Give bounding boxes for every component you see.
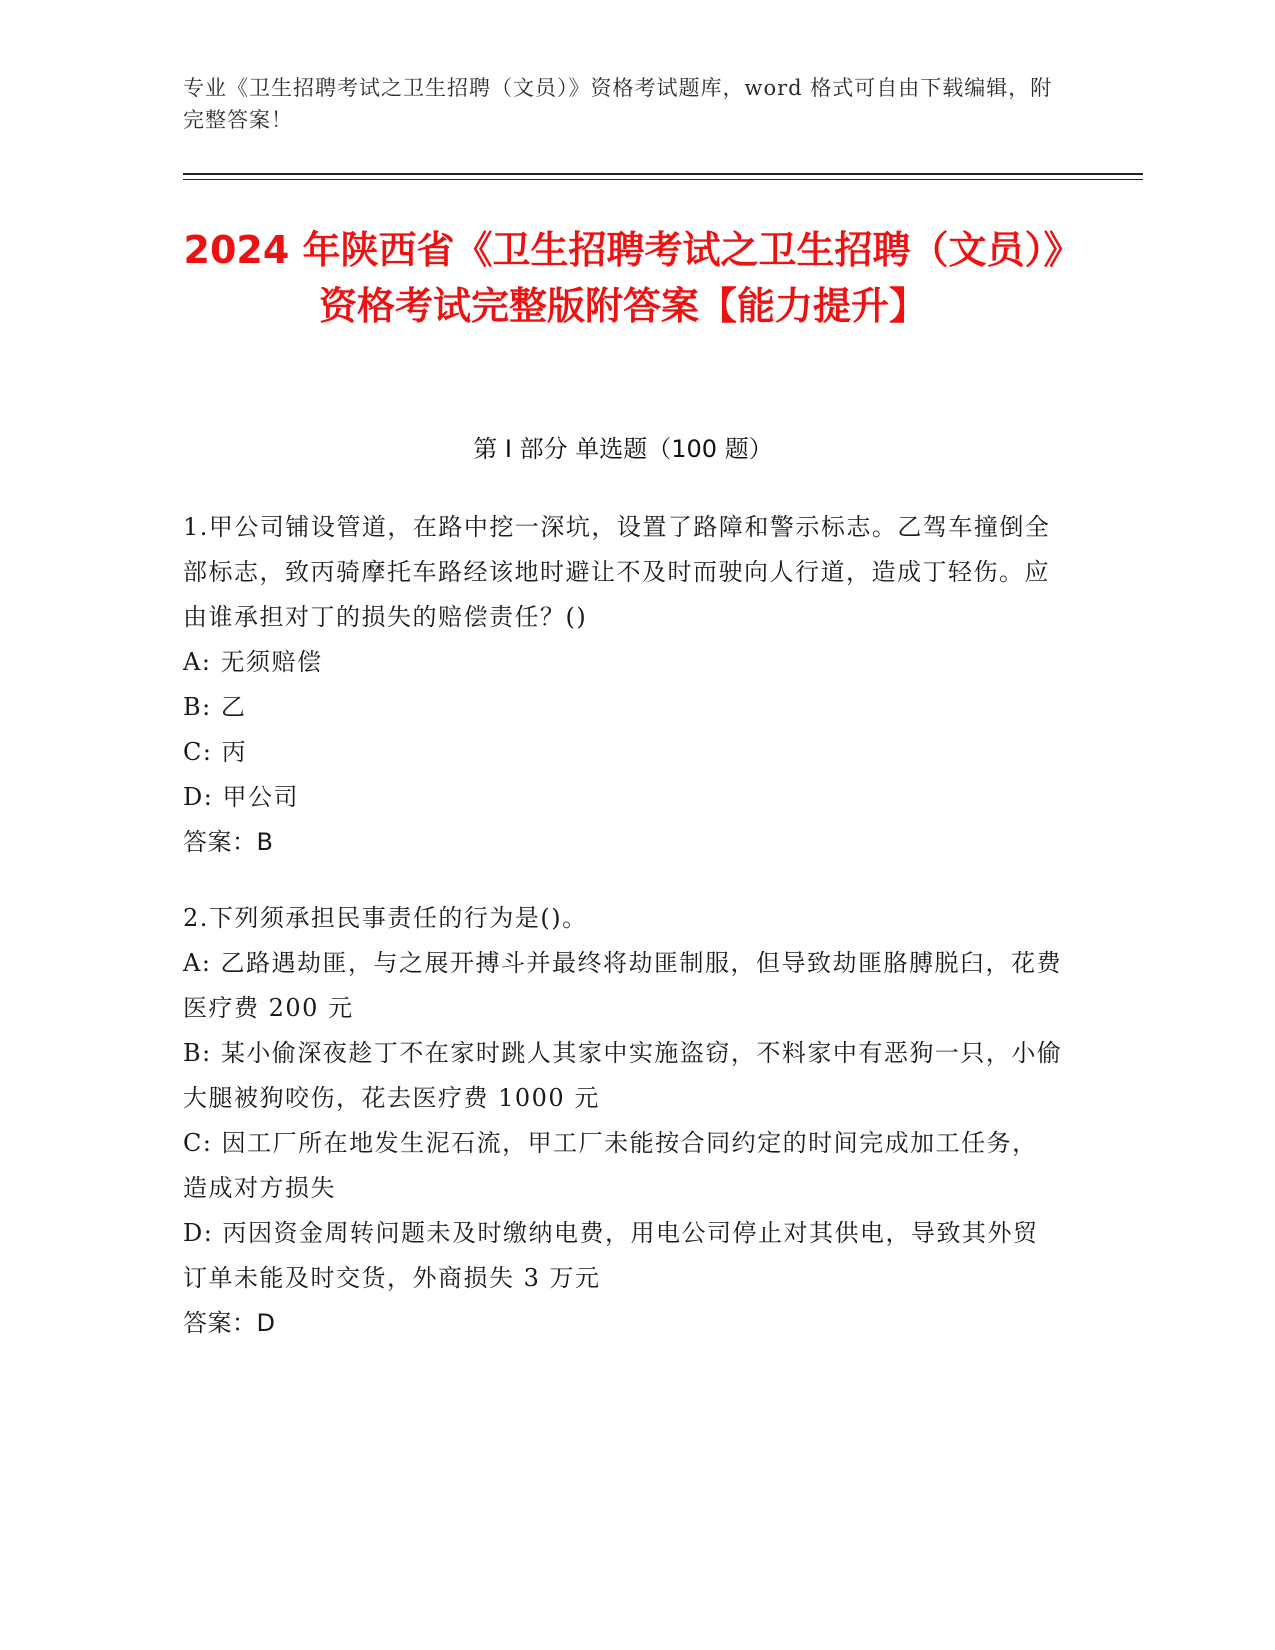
document-title: 2024 年陕西省《卫生招聘考试之卫生招聘（文员）》资格考试完整版附答案【能力提升】	[183, 228, 1063, 328]
header-note: 专业《卫生招聘考试之卫生招聘（文员）》资格考试题库，word 格式可自由下载编辑，附完整答案！	[183, 76, 1053, 132]
option-a: A: 乙路遇劫匪，与之展开搏斗并最终将劫匪制服，但导致劫匪胳膊脱臼，花费医疗费 200 元	[183, 949, 1063, 1022]
answer-line: 答案：B	[183, 828, 274, 856]
option-c: C: 因工厂所在地发生泥石流，甲工厂未能按合同约定的时间完成加工任务，造成对方损失	[183, 1129, 1038, 1202]
question-stem: 2.下列须承担民事责任的行为是()。	[183, 904, 588, 932]
option-b: B: 乙	[183, 693, 247, 721]
question-block	[183, 505, 1063, 865]
header-divider-thin	[183, 179, 1143, 180]
option-d: D: 丙因资金周转问题未及时缴纳电费，用电公司停止对其供电，导致其外贸订单未能及时交货，外商损失 3 万元	[183, 1219, 1039, 1292]
section-title: 第 I 部分 单选题（100 题）	[473, 435, 773, 463]
option-c: C: 丙	[183, 738, 248, 766]
option-d: D: 甲公司	[183, 783, 299, 811]
option-b: B: 某小偷深夜趁丁不在家时跳人其家中实施盗窃，不料家中有恶狗一只，小偷大腿被狗咬伤，花去医疗费 1000 元	[183, 1039, 1063, 1112]
option-a: A: 无须赔偿	[183, 648, 323, 676]
header-divider	[183, 173, 1143, 175]
answer-line: 答案：D	[183, 1309, 276, 1337]
question-stem: 1.甲公司铺设管道，在路中挖一深坑，设置了路障和警示标志。乙驾车撞倒全部标志，致丙骑摩托车路经该地时避让不及时而驶向人行道，造成丁轻伤。应由谁承担对丁的损失的赔偿责任？()	[183, 513, 1051, 631]
question-block	[183, 896, 1063, 1346]
